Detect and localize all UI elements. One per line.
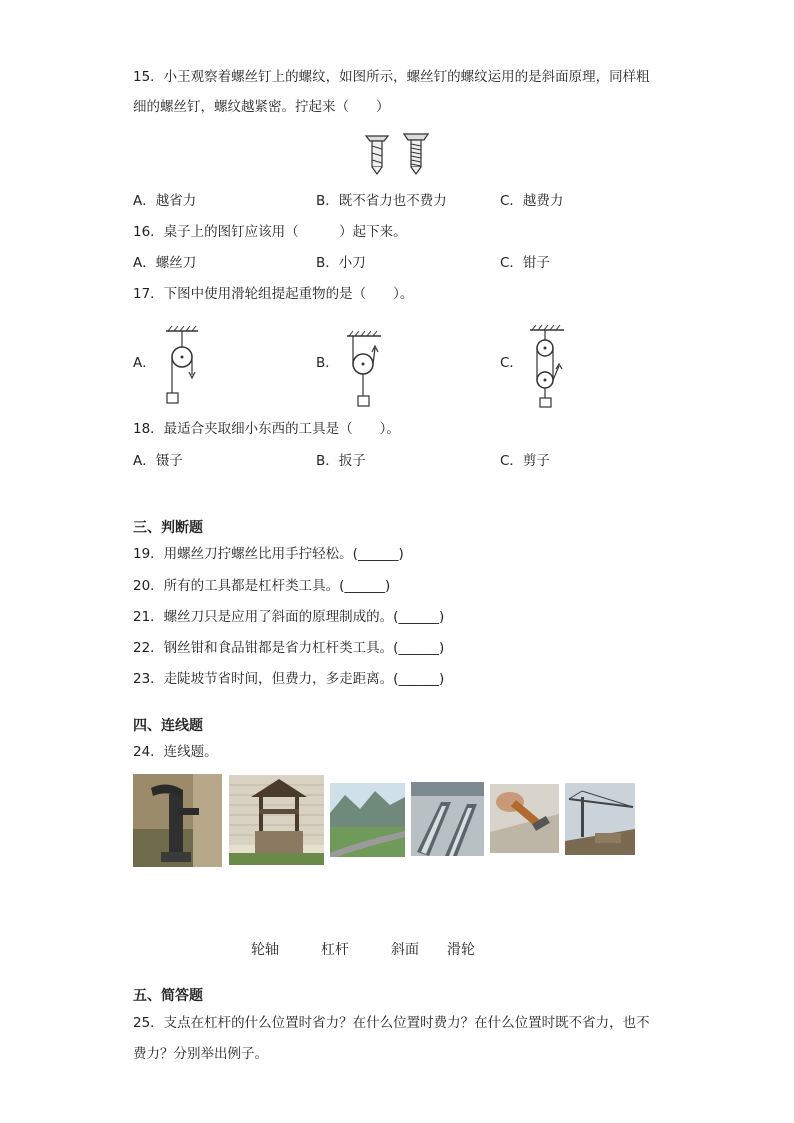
screws-figure	[362, 130, 432, 176]
q18-option-b: B．扳子	[316, 453, 366, 469]
pulley-block-diagram	[528, 324, 568, 410]
word-lever: 杠杆	[321, 942, 349, 958]
section-4-title: 四、连线题	[133, 718, 203, 734]
q17-option-c: C．	[500, 355, 523, 371]
hammer-nail-photo	[490, 784, 559, 853]
q23-text: 23．走陡坡节省时间，但费力，多走距离。(______)	[133, 671, 445, 687]
q22-text: 22．钢丝钳和食品钳都是省力杠杆类工具。(______)	[133, 640, 445, 656]
q19-text: 19．用螺丝刀拧螺丝比用手拧轻松。(______)	[133, 546, 404, 562]
escalator-photo	[411, 782, 484, 856]
q16-option-a: A．螺丝刀	[133, 255, 197, 271]
q25-line1: 25．支点在杠杆的什么位置时省力？在什么位置时费力？在什么位置时既不省力，也不	[133, 1015, 650, 1031]
q15-line1: 15．小王观察着螺丝钉上的螺纹，如图所示，螺丝钉的螺纹运用的是斜面原理，同样粗	[133, 69, 650, 85]
q17-option-a: A．	[133, 355, 156, 371]
word-wheel-axle: 轮轴	[251, 942, 279, 958]
fixed-pulley-diagram	[164, 325, 204, 407]
section-5-title: 五、简答题	[133, 988, 203, 1004]
q15-line2: 细的螺丝钉，螺纹越紧密。拧起来（ ）	[133, 99, 390, 115]
word-inclined-plane: 斜面	[391, 942, 419, 958]
q16-text: 16．桌子上的图钉应该用（ ）起下来。	[133, 224, 407, 240]
mountain-road-photo	[330, 783, 405, 857]
word-pulley: 滑轮	[447, 942, 475, 958]
q20-text: 20．所有的工具都是杠杆类工具。(______)	[133, 578, 391, 594]
q25-line2: 费力？分别举出例子。	[133, 1046, 268, 1062]
q17-text: 17．下图中使用滑轮组提起重物的是（ ）。	[133, 286, 414, 302]
q18-option-a: A．镊子	[133, 453, 183, 469]
movable-pulley-diagram	[345, 330, 385, 410]
q18-option-c: C．剪子	[500, 453, 550, 469]
q16-option-c: C．钳子	[500, 255, 550, 271]
screw-loose-thread-icon	[366, 136, 388, 174]
q16-option-b: B．小刀	[316, 255, 366, 271]
q15-option-b: B．既不省力也不费力	[316, 193, 447, 209]
tower-crane-photo	[565, 783, 635, 855]
q24-text: 24．连线题。	[133, 744, 218, 760]
q17-option-b: B．	[316, 355, 339, 371]
section-3-title: 三、判断题	[133, 520, 203, 536]
q15-option-c: C．越费力	[500, 193, 564, 209]
q18-text: 18．最适合夹取细小东西的工具是（ ）。	[133, 421, 400, 437]
well-windlass-photo	[229, 775, 324, 865]
water-pump-photo	[133, 774, 222, 867]
q21-text: 21．螺丝刀只是应用了斜面的原理制成的。(______)	[133, 609, 445, 625]
screw-tight-thread-icon	[404, 134, 428, 174]
q15-option-a: A．越省力	[133, 193, 197, 209]
